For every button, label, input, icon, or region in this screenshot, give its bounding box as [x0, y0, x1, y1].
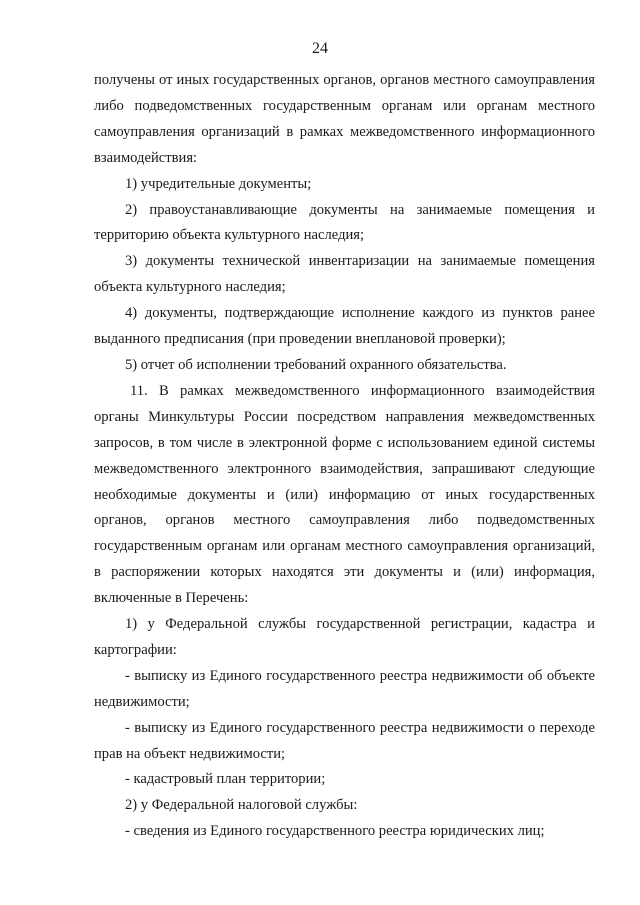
list-item-founding-documents: 1) учредительные документы; — [125, 175, 312, 192]
list-item-title-documents: 2) правоустанавливающие документы на занимаемые помещения и территорию объекта культурного наследия; — [94, 201, 595, 244]
document-body — [94, 68, 595, 845]
list-item-rosreestr: 1) у Федеральной службы государственной регистрации, кадастра и картографии: — [94, 616, 595, 658]
list-item-tax-service: 2) у Федеральной налоговой службы: — [125, 797, 358, 814]
paragraph-continuation: получены от иных государственных органов, органов местного самоуправления либо подведомственных государственным органам или органам местного самоуправления организаций в рамках межведомственного информационного взаимодействия: — [94, 72, 595, 166]
bullet-egrul: - сведения из Единого государственного реестра юридических лиц; — [125, 823, 545, 840]
page-number: 24 — [312, 40, 328, 57]
bullet-cadastral-plan: - кадастровый план территории; — [125, 771, 326, 788]
clause-11: 11. В рамках межведомственного информационного взаимодействия органы Минкультуры России посредством направления межведомственных запросов, в том числе в электронной форме с использованием единой системы межведомственного электронного взаимодействия, запрашивают следующие необходимые документы и (или) информацию от иных государственных органов, органов местного самоуправления либо подведомственных государственным органам или органам местного самоуправления организаций, в распоряжении которых находятся эти документы и (или) информация, включенные в Перечень: — [94, 382, 595, 607]
list-item-protection-report: 5) отчет об исполнении требований охранного обязательства. — [125, 356, 507, 373]
bullet-egrn-object: - выписку из Единого государственного реестра недвижимости об объекте недвижимости; — [94, 667, 595, 710]
bullet-egrn-transfer: - выписку из Единого государственного реестра недвижимости о переходе прав на объект недвижимости; — [94, 719, 595, 762]
list-item-compliance-documents: 4) документы, подтверждающие исполнение каждого из пунктов ранее выданного предписания (при проведении внеплановой проверки); — [94, 305, 595, 348]
list-item-technical-inventory: 3) документы технической инвентаризации на занимаемые помещения объекта культурного наследия; — [94, 253, 595, 296]
